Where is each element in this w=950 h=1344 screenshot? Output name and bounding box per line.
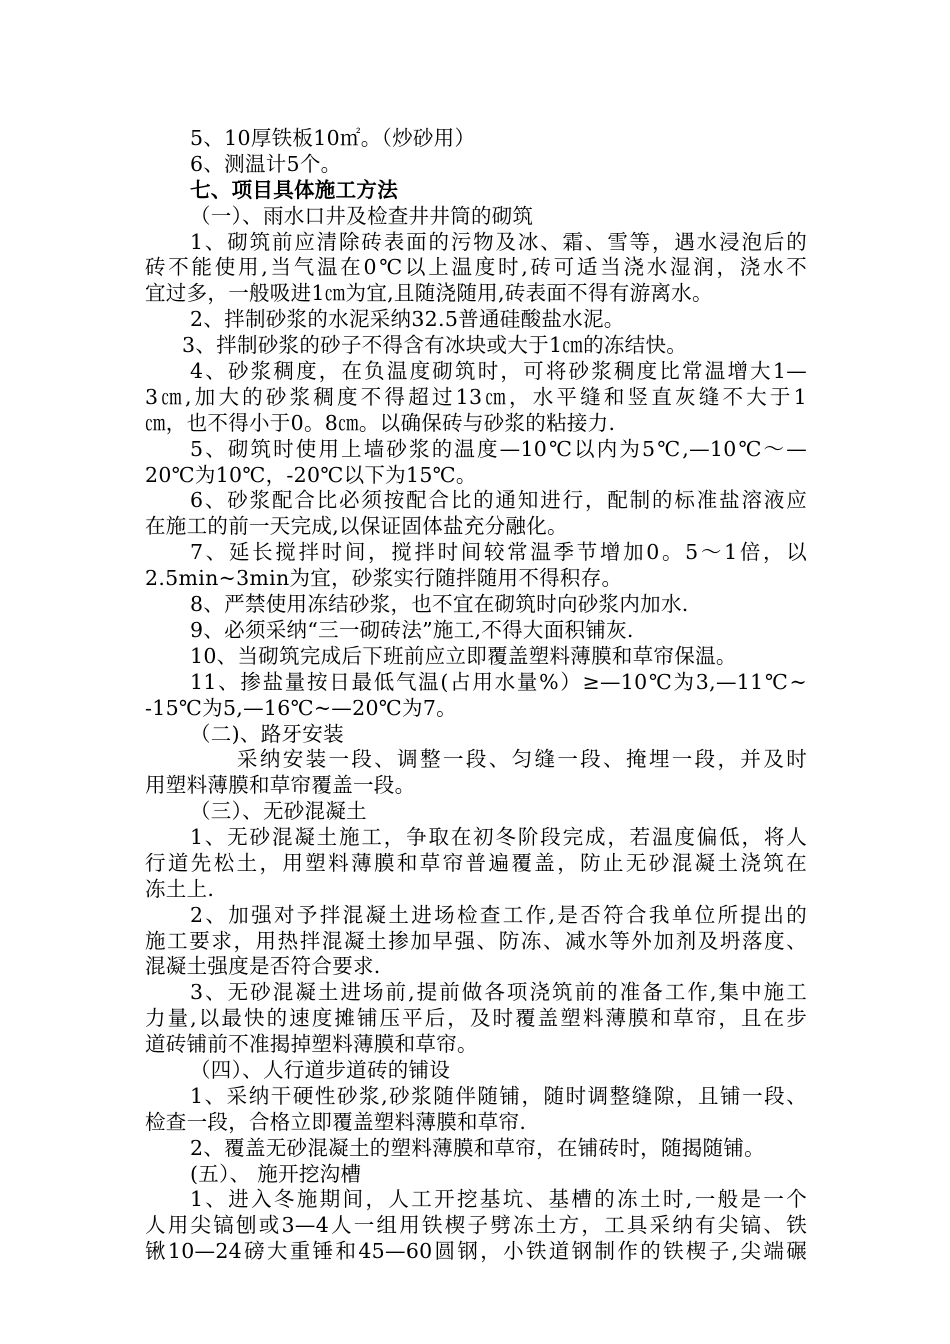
text-line: -15℃为5,—16℃~—20℃为7。 — [145, 696, 457, 720]
text-line: 3、拌制砂浆的砂子不得含有冰块或大于1㎝的冻结快。 — [182, 333, 688, 357]
text-line: 混凝土强度是否符合要求. — [145, 954, 381, 978]
text-line: 冻土上. — [145, 877, 215, 901]
text-line: 6、测温计5个。 — [190, 152, 342, 176]
text-line: 采纳安装一段、调整一段、匀缝一段、掩埋一段，并及时 — [237, 747, 807, 771]
section-heading: 七、项目具体施工方法 — [190, 178, 398, 202]
text-line: 7、延长搅拌时间，搅拌时间较常温季节增加0。5～1倍，以 — [190, 540, 807, 564]
text-line: 力量,以最快的速度摊铺压平后，及时覆盖塑料薄膜和草帘，且在步 — [145, 1006, 807, 1030]
text-line: 5、10厚铁板10㎡。（炒砂用） — [190, 126, 476, 150]
text-line: 5、砌筑时使用上墙砂浆的温度—10℃以内为5℃,—10℃～— — [190, 437, 807, 461]
subsection-heading: （二)、路牙安装 — [190, 722, 344, 746]
text-line: 检查一段，合格立即覆盖塑料薄膜和草帘. — [145, 1110, 527, 1134]
subsection-heading: （四）、人行道步道砖的铺设 — [190, 1058, 451, 1082]
text-line: 3㎝,加大的砂浆稠度不得超过13㎝，水平缝和竖直灰缝不大于1 — [145, 385, 807, 409]
text-line: 9、必须采纳“三一砌砖法”施工,不得大面积铺灰. — [190, 618, 634, 642]
text-line: 用塑料薄膜和草帘覆盖一段。 — [145, 773, 416, 797]
text-line: 2、覆盖无砂混凝土的塑料薄膜和草帘，在铺砖时，随揭随铺。 — [190, 1136, 765, 1160]
text-line: 3、无砂混凝土进场前,提前做各项浇筑前的准备工作,集中施工 — [190, 980, 807, 1004]
text-line: 宜过多，一般吸进1㎝为宜,且随浇随用,砖表面不得有游离水。 — [145, 281, 713, 305]
text-line: 砖不能使用,当气温在0℃以上温度时,砖可适当浇水湿润，浇水不 — [145, 255, 807, 279]
text-line: 人用尖镐刨或3—4人一组用铁楔子劈冻土方，工具采纳有尖镐、铁 — [145, 1213, 807, 1237]
text-line: 2.5min~3min为宜，砂浆实行随拌随用不得积存。 — [145, 566, 623, 590]
text-line: 10、当砌筑完成后下班前应立即覆盖塑料薄膜和草帘保温。 — [190, 644, 737, 668]
subsection-heading: (五）、 施开挖沟槽 — [190, 1162, 362, 1186]
text-line: 1、进入冬施期间，人工开挖基坑、基槽的冻土时,一般是一个 — [190, 1187, 807, 1211]
text-line: 4、砂浆稠度，在负温度砌筑时，可将砂浆稠度比常温增大1— — [190, 359, 807, 383]
text-line: 行道先松土，用塑料薄膜和草帘普遍覆盖，防止无砂混凝土浇筑在 — [145, 851, 807, 875]
text-line: 11、掺盐量按日最低气温(占用水量%）≥—10℃为3,—11℃~ — [190, 670, 807, 694]
text-line: 施工要求，用热拌混凝土掺加早强、防冻、减水等外加剂及坍落度、 — [145, 929, 807, 953]
text-line: 20℃为10℃，-20℃以下为15℃。 — [145, 463, 477, 487]
text-line: 1、无砂混凝土施工，争取在初冬阶段完成，若温度偏低，将人 — [190, 825, 807, 849]
text-line: 锹10—24磅大重锤和45—60圆钢，小铁道钢制作的铁楔子,尖端碾 — [145, 1239, 807, 1263]
text-line: ㎝，也不得小于0。8㎝。以确保砖与砂浆的粘接力. — [145, 411, 616, 435]
text-line: 1、采纳干硬性砂浆,砂浆随伴随铺，随时调整缝隙，且铺一段、 — [190, 1084, 807, 1108]
text-line: 8、严禁使用冻结砂浆，也不宜在砌筑时向砂浆内加水. — [190, 592, 689, 616]
text-line: 2、加强对予拌混凝土进场检查工作,是否符合我单位所提出的 — [190, 903, 807, 927]
subsection-heading: （三）、无砂混凝土 — [190, 799, 367, 823]
text-line: 在施工的前一天完成,以保证固体盐充分融化。 — [145, 514, 568, 538]
text-line: 道砖铺前不准揭掉塑料薄膜和草帘。 — [145, 1032, 478, 1056]
text-line: 2、拌制砂浆的水泥采纳32.5普通硅酸盐水泥。 — [190, 307, 625, 331]
text-line: 1、砌筑前应清除砖表面的污物及冰、霜、雪等，遇水浸泡后的 — [190, 230, 807, 254]
text-line: 6、砂浆配合比必须按配合比的通知进行，配制的标准盐溶液应 — [190, 488, 807, 512]
subsection-heading: （一）、雨水口井及检查井井筒的砌筑 — [190, 204, 534, 228]
